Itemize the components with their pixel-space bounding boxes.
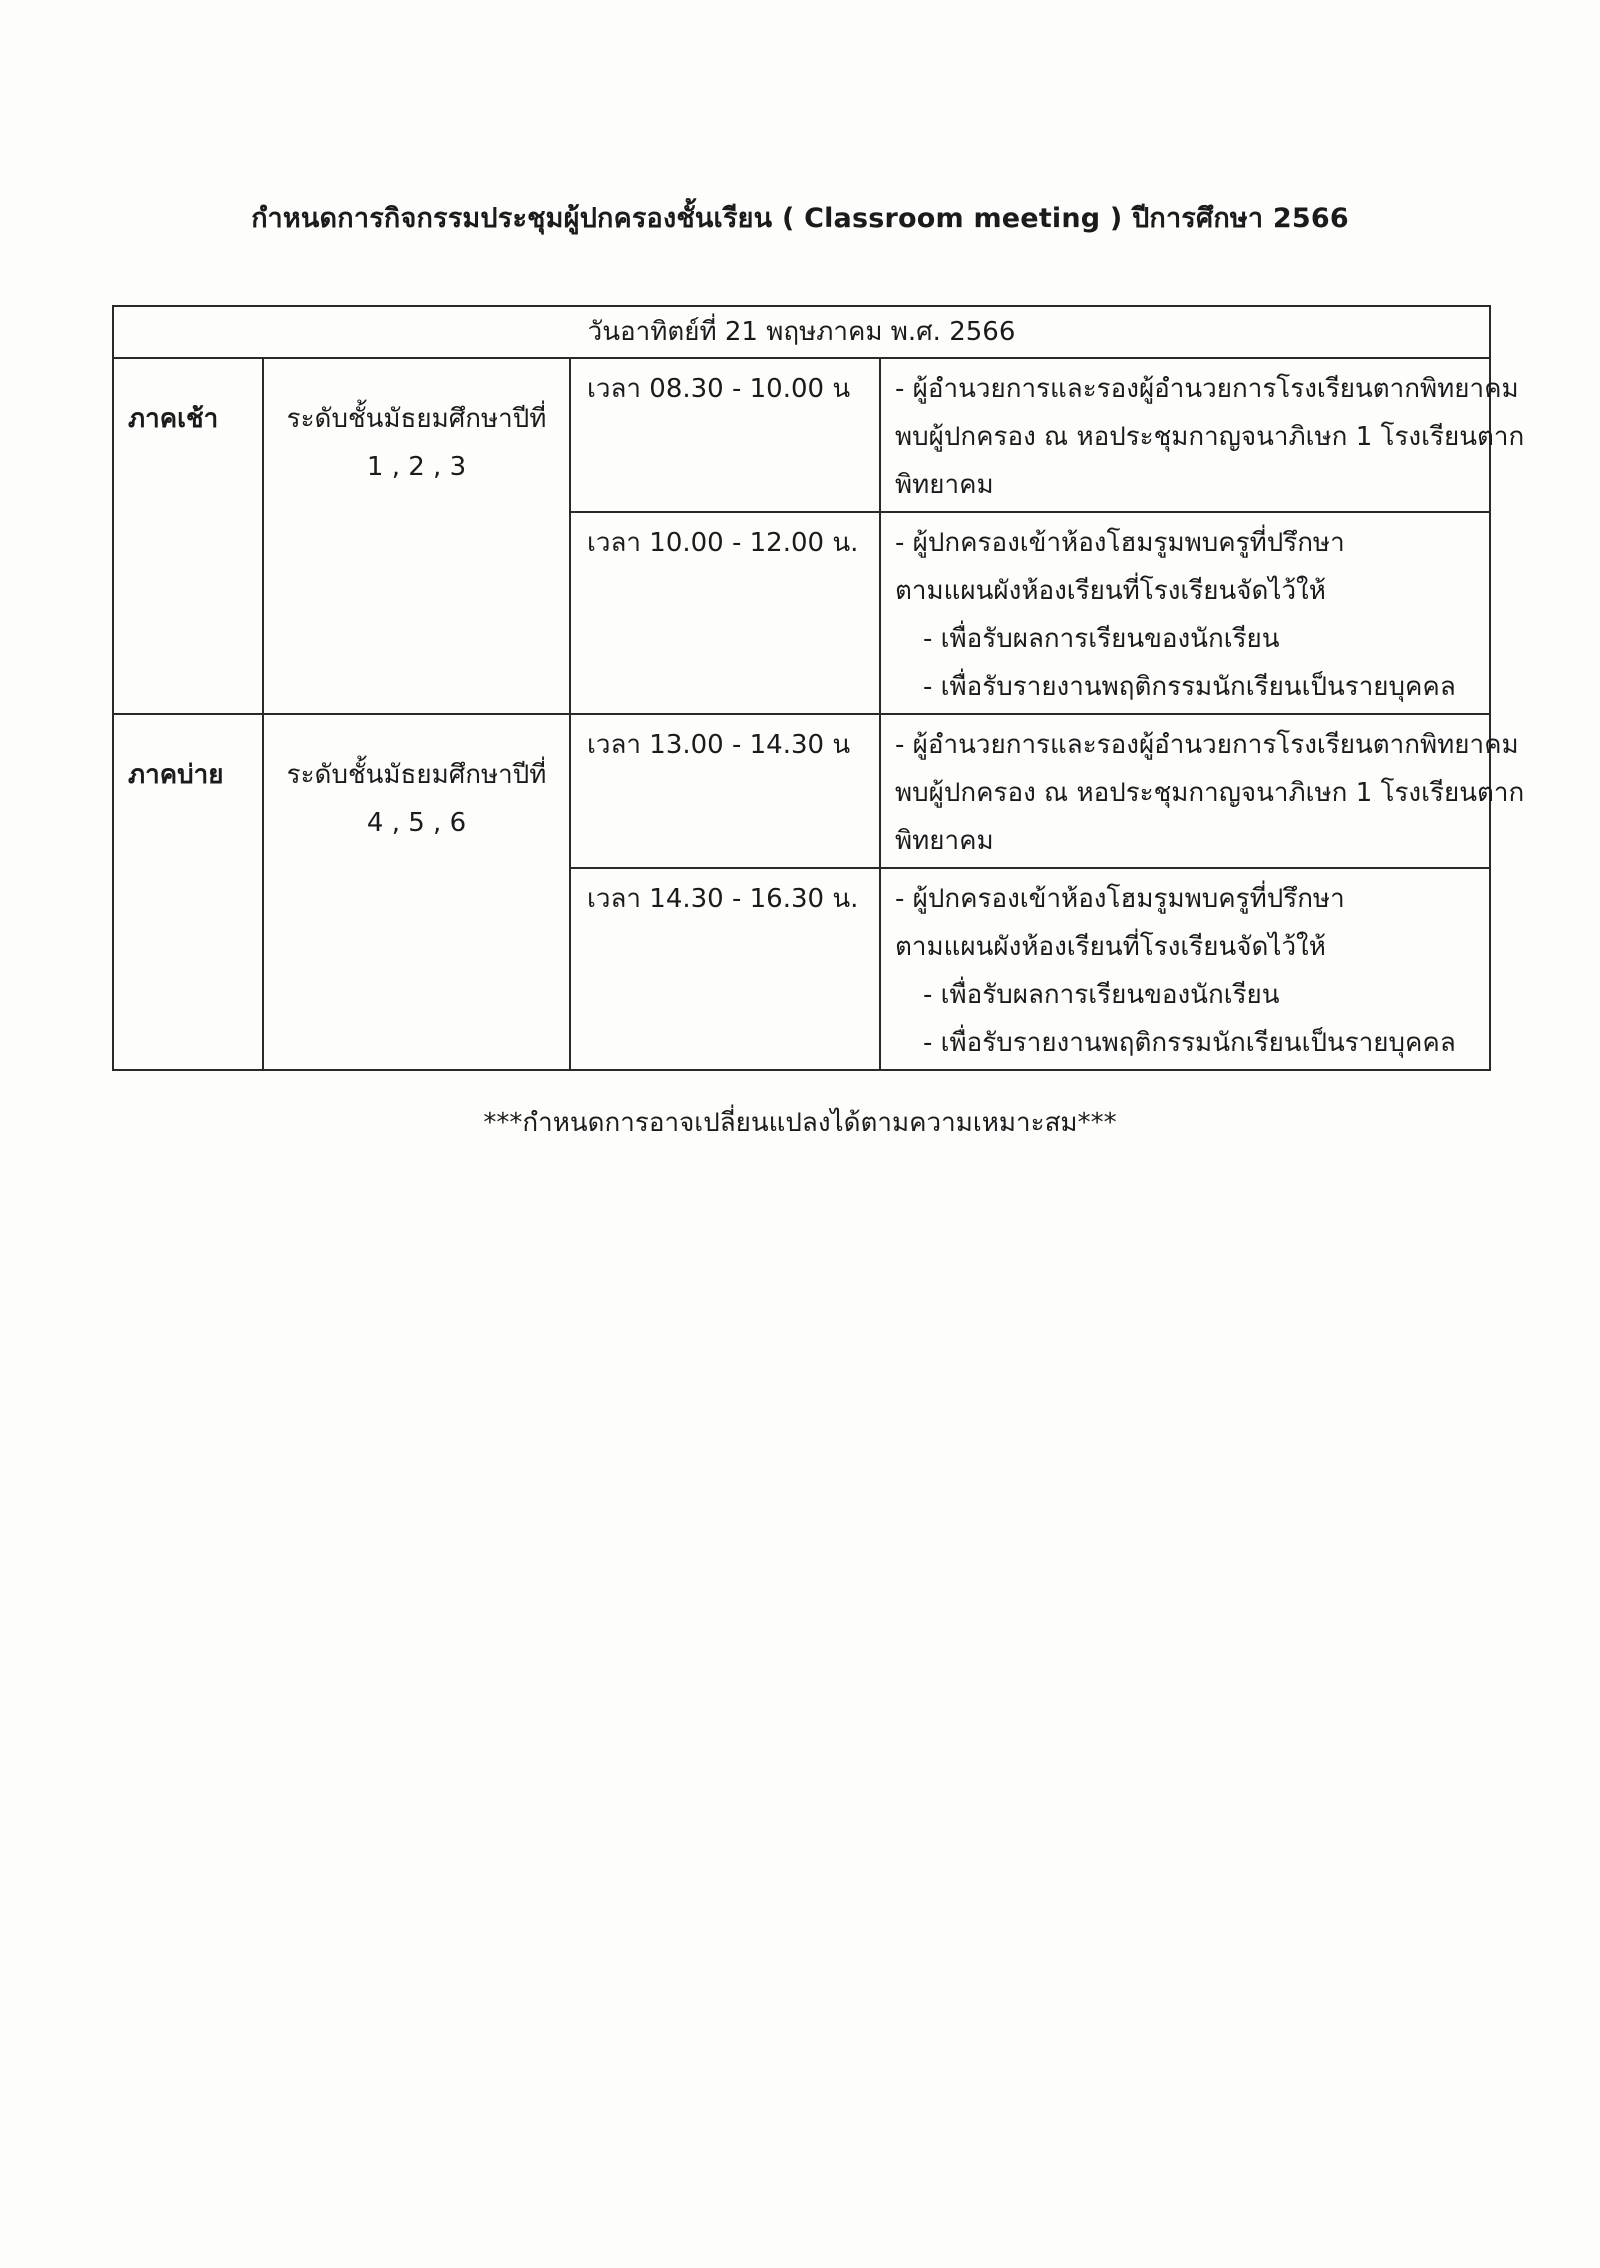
- slot-description: [880, 358, 1525, 512]
- description-line: ตามแผนผังห้องเรียนที่โรงเรียนจัดไว้ให้: [895, 932, 1326, 962]
- table-row: [113, 714, 1490, 868]
- description-line: พบผู้ปกครอง ณ หอประชุมกาญจนาภิเษก 1 โรงเรียนตาก: [895, 778, 1525, 808]
- date-header-row: [113, 306, 1490, 358]
- time-slot: เวลา 08.30 - 10.00 น: [570, 358, 880, 512]
- time-slot: เวลา 14.30 - 16.30 น.: [570, 868, 880, 1070]
- description-subline: - เพื่อรับผลการเรียนของนักเรียน: [923, 624, 1280, 654]
- period-label-morning: ภาคเช้า: [113, 358, 263, 714]
- description-subline: - เพื่อรับรายงานพฤติกรรมนักเรียนเป็นรายบุคคล: [923, 672, 1456, 702]
- description-line: ตามแผนผังห้องเรียนที่โรงเรียนจัดไว้ให้: [895, 576, 1326, 606]
- time-slot: เวลา 13.00 - 14.30 น: [570, 714, 880, 868]
- description-line: พบผู้ปกครอง ณ หอประชุมกาญจนาภิเษก 1 โรงเรียนตาก: [895, 422, 1525, 452]
- document-title: กำหนดการกิจกรรมประชุมผู้ปกครองชั้นเรียน ( Classroom meeting ) ปีการศึกษา 2566: [251, 203, 1349, 234]
- table-row: [113, 358, 1490, 512]
- description-line: - ผู้อำนวยการและรองผู้อำนวยการโรงเรียนตากพิทยาคม: [895, 374, 1519, 404]
- schedule-footnote: ***กำหนดการอาจเปลี่ยนแปลงได้ตามความเหมาะสม***: [483, 1108, 1117, 1138]
- grade-level-label: ระดับชั้นมัธยมศึกษาปีที่: [286, 760, 547, 790]
- slot-description: [880, 512, 1490, 714]
- grade-level-numbers: 4 , 5 , 6: [366, 808, 467, 838]
- description-line: - ผู้ปกครองเข้าห้องโฮมรูมพบครูที่ปรึกษา: [895, 884, 1345, 914]
- slot-description: [880, 868, 1490, 1070]
- description-line: พิทยาคม: [895, 470, 994, 500]
- schedule-table: [112, 305, 1525, 1071]
- slot-description: [880, 714, 1525, 868]
- grade-level-afternoon: [263, 714, 570, 1070]
- time-slot: เวลา 10.00 - 12.00 น.: [570, 512, 880, 714]
- grade-level-label: ระดับชั้นมัธยมศึกษาปีที่: [286, 404, 547, 434]
- grade-level-morning: [263, 358, 570, 714]
- description-line: - ผู้ปกครองเข้าห้องโฮมรูมพบครูที่ปรึกษา: [895, 528, 1345, 558]
- description-subline: - เพื่อรับผลการเรียนของนักเรียน: [923, 980, 1280, 1010]
- description-subline: - เพื่อรับรายงานพฤติกรรมนักเรียนเป็นรายบุคคล: [923, 1028, 1456, 1058]
- period-label-afternoon: ภาคบ่าย: [113, 714, 263, 1070]
- date-header: วันอาทิตย์ที่ 21 พฤษภาคม พ.ศ. 2566: [113, 306, 1490, 358]
- description-line: พิทยาคม: [895, 826, 994, 856]
- description-line: - ผู้อำนวยการและรองผู้อำนวยการโรงเรียนตากพิทยาคม: [895, 730, 1519, 760]
- grade-level-numbers: 1 , 2 , 3: [366, 452, 467, 482]
